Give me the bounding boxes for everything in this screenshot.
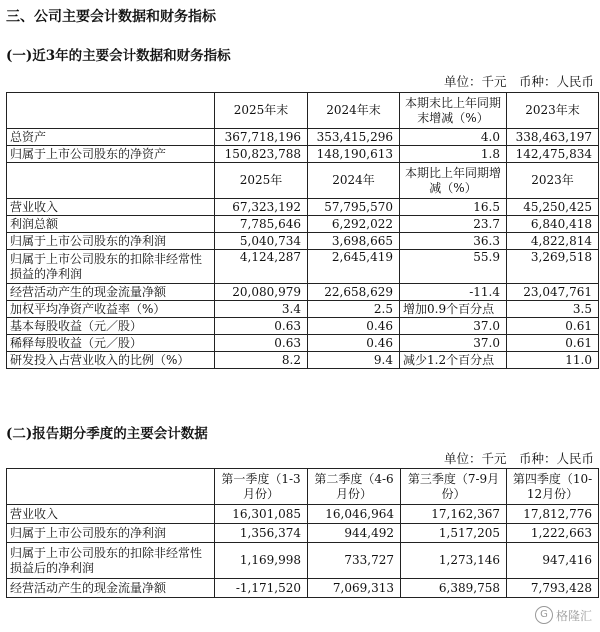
value-cell: 1,222,663 [507, 524, 599, 543]
table-row [7, 284, 599, 301]
value-cell: 3.4 [215, 301, 308, 318]
header-cell: 2024年 [308, 163, 400, 199]
value-cell: 2,645,419 [308, 250, 400, 284]
table-row [7, 543, 599, 579]
value-cell: 9.4 [308, 352, 400, 369]
value-cell: 6,292,022 [308, 216, 400, 233]
value-cell: 45,250,425 [507, 199, 599, 216]
value-cell: 338,463,197 [507, 129, 599, 146]
row-label: 加权平均净资产收益率（%） [7, 301, 215, 318]
watermark [535, 606, 592, 624]
value-cell: 1,517,205 [401, 524, 507, 543]
value-cell: 67,323,192 [215, 199, 308, 216]
header-cell: 2023年 [507, 163, 599, 199]
row-label: 营业收入 [7, 199, 215, 216]
value-cell: 6,840,418 [507, 216, 599, 233]
header-cell: 第三季度（7-9月份） [401, 469, 507, 505]
value-cell: 2.5 [308, 301, 400, 318]
watermark-text: 格隆汇 [555, 608, 592, 623]
header-cell [7, 469, 215, 505]
value-cell: 0.63 [215, 318, 308, 335]
value-cell: 20,080,979 [215, 284, 308, 301]
table-row [7, 146, 599, 163]
table-row [7, 129, 599, 146]
value-cell: 947,416 [507, 543, 599, 579]
value-cell: 4,822,814 [507, 233, 599, 250]
table-row [7, 233, 599, 250]
value-cell: 0.63 [215, 335, 308, 352]
value-cell: 11.0 [507, 352, 599, 369]
header-cell: 2023年末 [507, 93, 599, 129]
value-cell: 17,812,776 [507, 505, 599, 524]
value-cell: 3,698,665 [308, 233, 400, 250]
row-label: 稀释每股收益（元／股） [7, 335, 215, 352]
value-cell: -1,171,520 [215, 579, 308, 598]
table-row [7, 579, 599, 598]
table-row [7, 352, 599, 369]
value-cell: 7,785,646 [215, 216, 308, 233]
value-cell: 3.5 [507, 301, 599, 318]
row-label: 营业收入 [7, 505, 215, 524]
value-cell: 23.7 [400, 216, 507, 233]
header-cell [7, 163, 215, 199]
value-cell: 1,273,146 [401, 543, 507, 579]
value-cell: 37.0 [400, 318, 507, 335]
value-cell: 22,658,629 [308, 284, 400, 301]
value-cell: 4,124,287 [215, 250, 308, 284]
value-cell: 23,047,761 [507, 284, 599, 301]
value-cell: 0.61 [507, 318, 599, 335]
value-cell: -11.4 [400, 284, 507, 301]
value-cell: 150,823,788 [215, 146, 308, 163]
value-cell: 1,356,374 [215, 524, 308, 543]
value-cell: 367,718,196 [215, 129, 308, 146]
row-label: 归属于上市公司股东的净资产 [7, 146, 215, 163]
value-cell: 57,795,570 [308, 199, 400, 216]
header-cell: 2024年末 [308, 93, 400, 129]
value-cell: 0.46 [308, 318, 400, 335]
row-label: 归属于上市公司股东的净利润 [7, 524, 215, 543]
quarterly-financial-table [6, 468, 599, 598]
value-cell: 7,793,428 [507, 579, 599, 598]
value-cell: 142,475,834 [507, 146, 599, 163]
value-cell: 148,190,613 [308, 146, 400, 163]
value-cell: 8.2 [215, 352, 308, 369]
annual-financial-table [6, 92, 599, 369]
value-cell: 7,069,313 [308, 579, 401, 598]
table-row [7, 335, 599, 352]
table-row [7, 505, 599, 524]
table-row [7, 199, 599, 216]
table-row [7, 524, 599, 543]
table-row [7, 216, 599, 233]
header-cell: 2025年 [215, 163, 308, 199]
value-cell: 3,269,518 [507, 250, 599, 284]
table-row [7, 301, 599, 318]
header-cell: 2025年末 [215, 93, 308, 129]
value-cell: 0.61 [507, 335, 599, 352]
value-cell: 16,301,085 [215, 505, 308, 524]
value-cell: 16.5 [400, 199, 507, 216]
table-subheader-row [7, 163, 599, 199]
row-label: 基本每股收益（元／股） [7, 318, 215, 335]
value-cell: 0.46 [308, 335, 400, 352]
row-label: 归属于上市公司股东的扣除非经常性损益后的净利润 [7, 543, 215, 579]
header-cell: 第二季度（4-6月份） [308, 469, 401, 505]
row-label: 经营活动产生的现金流量净额 [7, 284, 215, 301]
row-label: 总资产 [7, 129, 215, 146]
unit-label-quarterly: 单位：千元 币种：人民币 [443, 451, 594, 466]
value-cell: 增加0.9个百分点 [400, 301, 507, 318]
value-cell: 4.0 [400, 129, 507, 146]
value-cell: 944,492 [308, 524, 401, 543]
value-cell: 5,040,734 [215, 233, 308, 250]
row-label: 经营活动产生的现金流量净额 [7, 579, 215, 598]
value-cell: 16,046,964 [308, 505, 401, 524]
section-title: 三、公司主要会计数据和财务指标 [6, 9, 216, 25]
value-cell: 36.3 [400, 233, 507, 250]
header-cell: 本期末比上年同期末增减（%） [400, 93, 507, 129]
value-cell: 减少1.2个百分点 [400, 352, 507, 369]
table-row [7, 318, 599, 335]
table-header-row [7, 469, 599, 505]
row-label: 研发投入占营业收入的比例（%） [7, 352, 215, 369]
table-row [7, 250, 599, 284]
watermark-logo-icon: G [535, 606, 553, 624]
value-cell: 55.9 [400, 250, 507, 284]
value-cell: 6,389,758 [401, 579, 507, 598]
unit-label-annual: 单位：千元 币种：人民币 [443, 74, 594, 89]
header-cell: 本期比上年同期增减（%） [400, 163, 507, 199]
value-cell: 733,727 [308, 543, 401, 579]
header-cell: 第一季度（1-3月份） [215, 469, 308, 505]
header-cell [7, 93, 215, 129]
value-cell: 1.8 [400, 146, 507, 163]
row-label: 归属于上市公司股东的扣除非经常性损益的净利润 [7, 250, 215, 284]
header-cell: 第四季度（10-12月份） [507, 469, 599, 505]
subsection-title-quarterly: (二)报告期分季度的主要会计数据 [6, 426, 208, 442]
row-label: 归属于上市公司股东的净利润 [7, 233, 215, 250]
row-label: 利润总额 [7, 216, 215, 233]
table-header-row [7, 93, 599, 129]
subsection-title-annual: (一)近3年的主要会计数据和财务指标 [6, 48, 231, 64]
value-cell: 1,169,998 [215, 543, 308, 579]
value-cell: 17,162,367 [401, 505, 507, 524]
value-cell: 353,415,296 [308, 129, 400, 146]
value-cell: 37.0 [400, 335, 507, 352]
